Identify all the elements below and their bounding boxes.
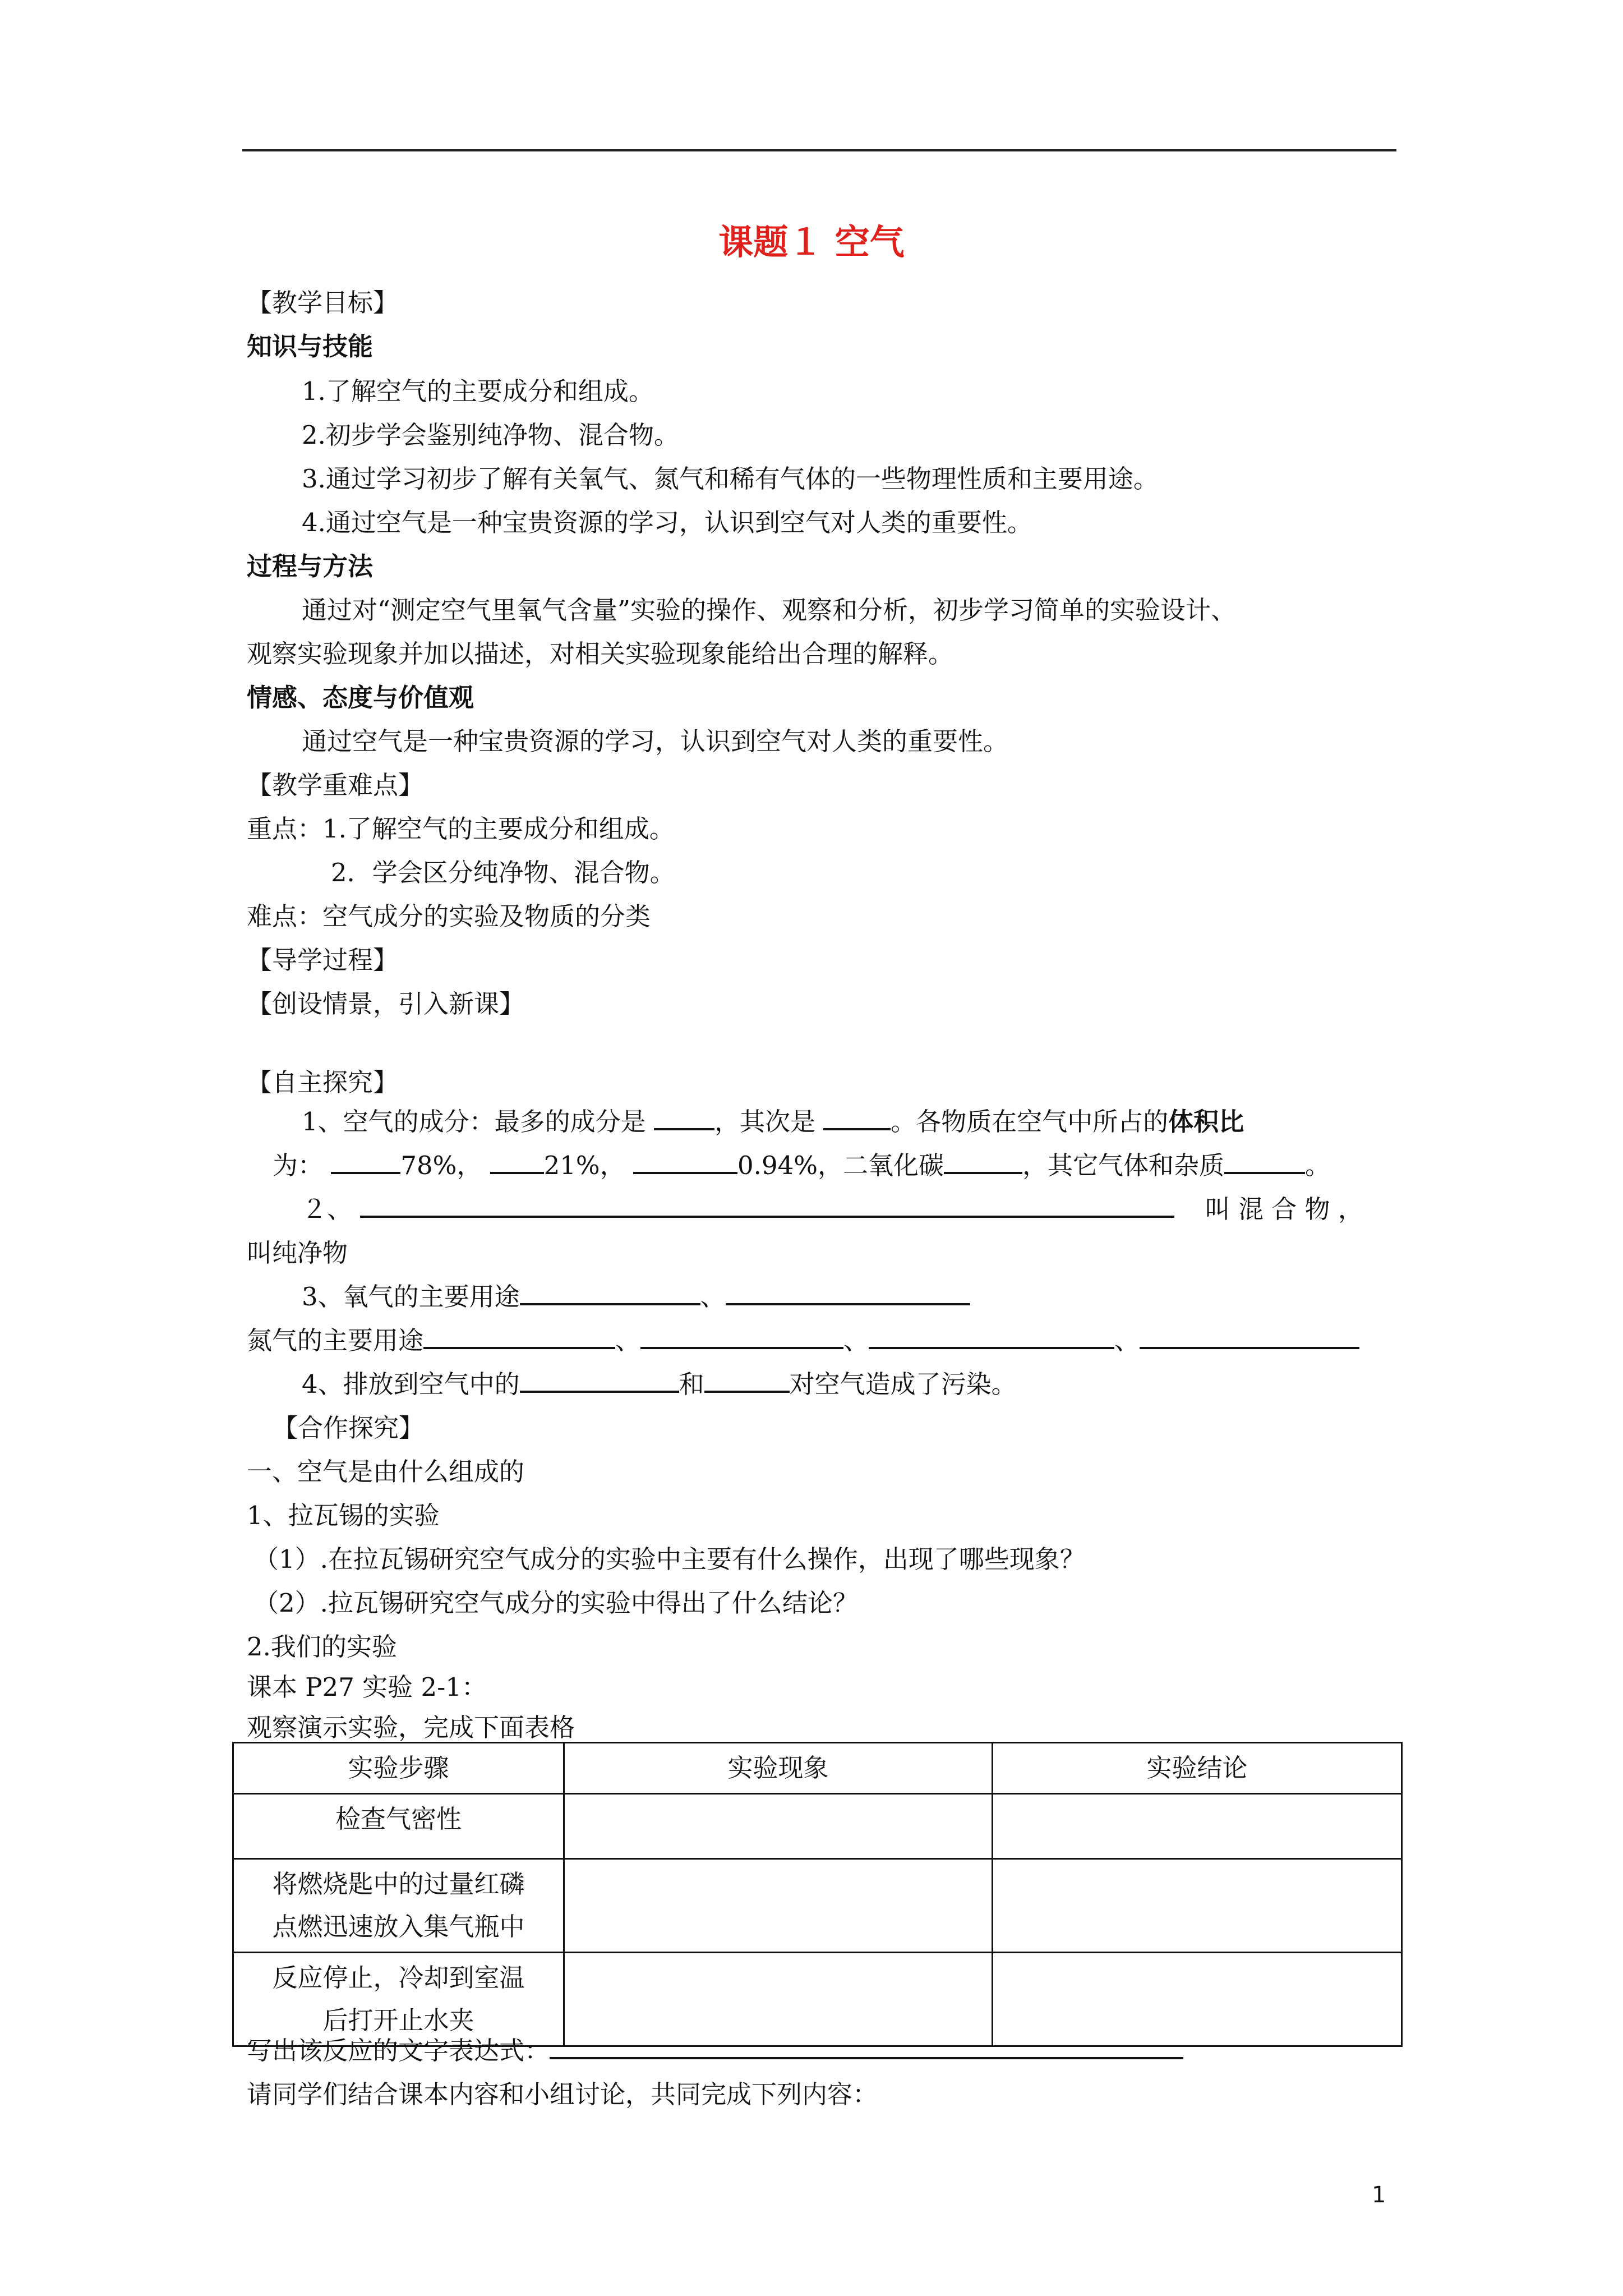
knowledge-heading: 知识与技能 [247, 332, 374, 361]
question-2-line-2: 叫纯净物 [247, 1238, 348, 1268]
coop-line-1: 一、空气是由什么组成的 [247, 1457, 525, 1487]
q1-text-i: 。 [1305, 1151, 1331, 1180]
blank-pollutant-1[interactable] [520, 1368, 679, 1393]
blank-mixture-definition[interactable] [360, 1193, 1174, 1218]
scene-heading: 【创设情景，引入新课】 [247, 989, 525, 1019]
blank-pollutant-2[interactable] [704, 1368, 790, 1393]
blank-most-component[interactable] [654, 1106, 714, 1130]
q1-text-e: 78%， [400, 1151, 482, 1180]
word-equation-line [247, 2034, 1183, 2068]
q1-text-a: 1、空气的成分：最多的成分是 [302, 1107, 646, 1137]
emotion-heading: 情感、态度与价值观 [247, 683, 474, 712]
q3-sep-2: 、 [615, 1326, 641, 1355]
q2-text-b: 叫 混 合 物 ， [1205, 1194, 1363, 1224]
col-header-steps: 实验步骤 [233, 1743, 564, 1794]
blank-second-component[interactable] [823, 1106, 891, 1130]
blank-78[interactable] [331, 1149, 400, 1174]
blank-oxygen-use-1[interactable] [520, 1281, 700, 1305]
blank-094[interactable] [633, 1149, 737, 1174]
q1-text-f: 21%， [543, 1151, 625, 1180]
q3-sep: 、 [700, 1282, 726, 1312]
coop-line-2: 1、拉瓦锡的实验 [247, 1501, 440, 1530]
q2-text-a: ２、 [302, 1194, 353, 1224]
q1-text-g: 0.94%，二氧化碳 [737, 1151, 944, 1180]
blank-nitrogen-use-2[interactable] [640, 1324, 843, 1349]
q3-sep-4: 、 [1114, 1326, 1140, 1355]
knowledge-item-3: 3.通过学习初步了解有关氧气、氮气和稀有气体的一些物理性质和主要用途。 [302, 464, 1159, 494]
blank-co2[interactable] [944, 1149, 1022, 1174]
header-rule [242, 149, 1396, 151]
emotion-text: 通过空气是一种宝贵资源的学习，认识到空气对人类的重要性。 [302, 726, 1009, 756]
col-header-phenomena: 实验现象 [564, 1743, 993, 1794]
table-cell-phenomenon[interactable] [564, 1794, 993, 1859]
process-heading: 过程与方法 [247, 551, 374, 581]
question-2-line-1 [302, 1193, 1363, 1226]
table-cell-step: 反应停止，冷却到室温 后打开止水夹 [233, 1953, 564, 2046]
q1-text-c: 。各物质在空气中所占的 [891, 1107, 1169, 1137]
key-point-2: 2．学会区分纯净物、混合物。 [331, 858, 675, 887]
coop-heading: 【合作探究】 [273, 1413, 425, 1443]
q3-text-b: 氮气的主要用途 [247, 1326, 424, 1355]
guide-heading: 【导学过程】 [247, 945, 399, 975]
blank-21[interactable] [490, 1149, 544, 1174]
table-row [233, 1859, 1402, 1953]
self-study-heading: 【自主探究】 [247, 1068, 399, 1097]
blank-nitrogen-use-3[interactable] [869, 1324, 1114, 1349]
question-4 [302, 1368, 1017, 1401]
group-discussion-line: 请同学们结合课本内容和小组讨论，共同完成下列内容： [247, 2079, 878, 2109]
key-heading: 【教学重难点】 [247, 770, 424, 800]
question-1-line-2 [273, 1149, 1330, 1182]
knowledge-item-1: 1.了解空气的主要成分和组成。 [302, 376, 654, 406]
coop-line-7: 观察演示实验，完成下面表格 [247, 1713, 575, 1742]
page-number: 1 [1372, 2182, 1386, 2208]
goals-heading: 【教学目标】 [247, 288, 399, 318]
col-header-conclusion: 实验结论 [993, 1743, 1402, 1794]
coop-line-4: （2）.拉瓦锡研究空气成分的实验中得出了什么结论？ [253, 1588, 858, 1618]
table-row [233, 1953, 1402, 2046]
coop-line-5: 2.我们的实验 [247, 1632, 397, 1662]
question-3-line-2 [247, 1324, 1359, 1358]
page-title: 课题１ 空气 [718, 222, 905, 263]
q3-text-a: 3、氧气的主要用途 [302, 1282, 520, 1312]
q1-bold-volume-ratio: 体积比 [1168, 1107, 1244, 1137]
question-3-line-1 [302, 1280, 970, 1314]
table-cell-phenomenon[interactable] [564, 1859, 993, 1953]
blank-nitrogen-use-1[interactable] [423, 1324, 615, 1349]
table-cell-step: 检查气密性 [233, 1794, 564, 1859]
experiment-table [232, 1742, 1403, 2047]
blank-oxygen-use-2[interactable] [726, 1281, 970, 1305]
coop-line-3: （1）.在拉瓦锡研究空气成分的实验中主要有什么操作，出现了哪些现象？ [253, 1544, 1085, 1574]
knowledge-item-4: 4.通过空气是一种宝贵资源的学习，认识到空气对人类的重要性。 [302, 508, 1032, 537]
q3-sep-3: 、 [843, 1326, 869, 1355]
q4-text-a: 4、排放到空气中的 [302, 1369, 520, 1399]
table-cell-conclusion[interactable] [993, 1953, 1402, 2046]
knowledge-item-2: 2.初步学会鉴别纯净物、混合物。 [302, 420, 679, 450]
q4-text-c: 对空气造成了污染。 [789, 1369, 1017, 1399]
key-point-1: 重点：1.了解空气的主要成分和组成。 [247, 814, 675, 844]
question-1-line-1 [302, 1105, 1244, 1139]
table-row [233, 1794, 1402, 1859]
table-cell-conclusion[interactable] [993, 1794, 1402, 1859]
process-text-2: 观察实验现象并加以描述，对相关实验现象能给出合理的解释。 [247, 639, 954, 669]
table-cell-conclusion[interactable] [993, 1859, 1402, 1953]
q4-text-b: 和 [679, 1369, 704, 1399]
blank-other-gases[interactable] [1224, 1149, 1305, 1174]
q1-text-h: ，其它气体和杂质 [1022, 1151, 1224, 1180]
difficulty: 难点：空气成分的实验及物质的分类 [247, 901, 651, 931]
q1-text-b: ，其次是 [714, 1107, 815, 1137]
table-header-row [233, 1743, 1402, 1794]
table-cell-phenomenon[interactable] [564, 1953, 993, 2046]
q1-text-d: 为： [273, 1151, 324, 1180]
word-equation-label: 写出该反应的文字表达式： [247, 2036, 550, 2065]
coop-line-6: 课本 P27 实验 2-1： [247, 1672, 487, 1702]
process-text-1: 通过对“测定空气里氧气含量”实验的操作、观察和分析，初步学习简单的实验设计、 [302, 595, 1237, 625]
blank-nitrogen-use-4[interactable] [1140, 1324, 1359, 1349]
table-cell-step: 将燃烧匙中的过量红磷 点燃迅速放入集气瓶中 [233, 1859, 564, 1953]
blank-word-equation[interactable] [550, 2035, 1183, 2059]
